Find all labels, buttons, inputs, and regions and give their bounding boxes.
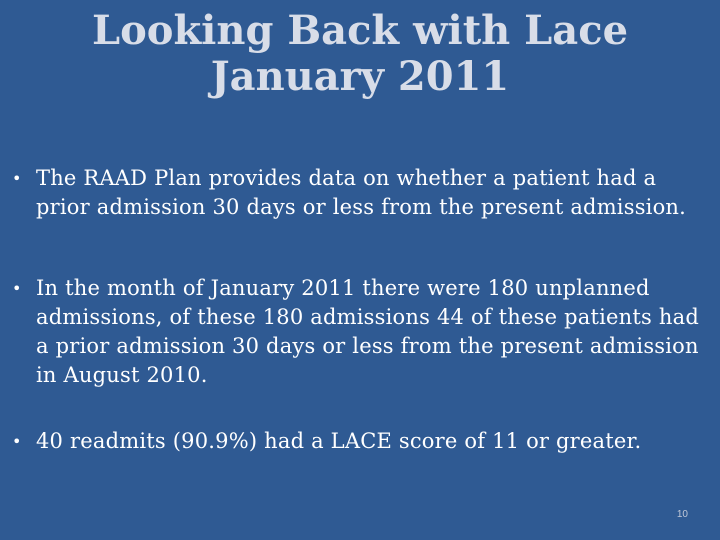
bullet-item-3: [12, 427, 712, 456]
bullet-text-3: 40 readmits (90.9%) had a LACE score of 11 or greater.: [36, 429, 642, 453]
bullet-list: [12, 164, 712, 456]
bullet-text-1: The RAAD Plan provides data on whether a patient had a prior admission 30 days or less from the present admission.: [36, 166, 687, 219]
bullet-item-1: [12, 164, 712, 222]
title-line-1: Looking Back with Lace: [91, 7, 629, 54]
slide-number: 10: [676, 509, 688, 520]
bullet-icon: •: [12, 169, 22, 188]
bullet-icon: •: [12, 279, 22, 298]
bullet-icon: •: [12, 432, 22, 451]
bullet-item-2: [12, 274, 712, 390]
title-line-2: January 2011: [210, 53, 510, 100]
bullet-text-2: In the month of January 2011 there were 180 unplanned admissions, of these 180 admissions 44 of these patients had a prior admission 30 days or less from the present admission in August 2010.: [36, 276, 699, 387]
slide-title: [0, 8, 720, 100]
